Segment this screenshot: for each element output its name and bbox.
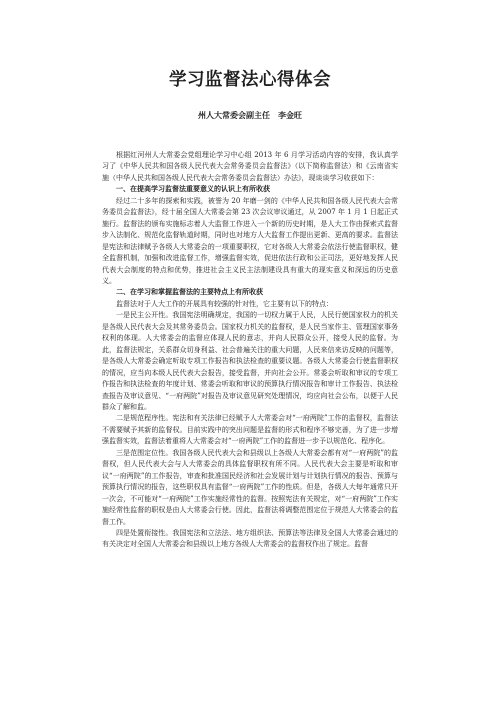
section-heading-2: 二、在学习和掌握监督法的主要特点上有所收获 [116, 288, 263, 297]
section-2-paragraph-4: 三是范围定位性。我国各级人民代表大会和县级以上各级人大常委会都有对“一府两院”的监督权，但人民代表大会与人大常委会的具体监督职权有所不同。人民代表大会主要是听取和审议“一府两院”的工作报告，审查和批准国民经济和社会发展计划与计划执行情况的报告、预算与预算执行情况的报告，这些职权具有监督“一府两院”工作的性质。但是，各级人大每年通常只开一次会，不可能对“一府两院”工作实施经常性的监督。按照宪法有关规定，对“一府两院”工作实施经常性监督的职权是由人大常委会行使。因此，监督法将调整范围定位于规范人大常委会的监督工作。 [102, 448, 398, 526]
section-2-paragraph-5: 四是处置衔接性。我国宪法和立法法、地方组织法、预算法等法律及全国人大常委会通过的有关决定对全国人大常委会和县级以上地方各级人大常委会的监督权作出了规定。监督 [102, 528, 398, 549]
section-2-paragraph-2: 一是民主公开性。我国宪法明确规定，我国的一切权力属于人民，人民行使国家权力的机关是各级人民代表大会及其常务委员会。国家权力机关的监督权，是人民当家作主、管理国家事务权利的体现。人大常委会的监督应体现人民的意志，并向人民群众公开，接受人民的监督。为此，监督法规定，关系群众切身利益、社会普遍关注的重大问题，人民来信来访反映的问题等，是各级人大常委会确定听取专项工作报告和执法检查的重要议题。各级人大常委会行使监督职权的情况，应当向本级人民代表大会报告，接受监督，并向社会公开。常委会听取和审议的专项工作报告和执法检查的年度计划、常委会听取和审议的预算执行情况报告和审计工作报告、执法检查报告及审议意见、“一府两院”对报告及审议意见研究处理情况，均应向社会公布，以便于人民群众了解和监。 [102, 311, 398, 411]
section-heading-1: 一、在提高学习监督法重要意义的认识上有所收获 [116, 185, 270, 194]
author-byline: 州人大常委会副主任 李金旺 [198, 111, 302, 120]
document-body [102, 150, 398, 551]
section-1-paragraph-1: 经过二十多年的探索和实践，被誉为 20 年磨一剑的《中华人民共和国各级人民代表大会常务委员会监督法》，经十届全国人大常委会第 23 次会议审议通过，从 2007 年 1 月 1 日起正式施行。监督法的颁布实施标志着人大监督工作进入一个新的历史时期，是人大工作由探索式监督步入法制化、规范化监督轨道时期，同时也对地方人大监督工作提出更新、更高的要求。监督法是宪法和法律赋予各级人大常委会的一项重要职权，它对各级人大常委会依法行使监督职权，健全监督机制，加强和改进监督工作，增强监督实效，促进依法行政和公正司法，更好地发挥人民代表大会制度的特点和优势，推进社会主义民主法制建设具有重大的现实意义和深远的历史意义。 [102, 196, 398, 285]
document-title: 学习监督法心得体会 [169, 70, 331, 90]
section-2-paragraph-1: 监督法对于人大工作的开展具有较强的针对性，它主要有以下的特点： [116, 299, 333, 308]
section-2-paragraph-3: 二是规范程序性。宪法和有关法律已经赋予人大常委会对“一府两院”工作的监督权，监督法不需要赋予其新的监督权。目前实践中的突出问题是监督的形式和程序不够完善，为了进一步增强监督实效，监督法着重将人大常委会对“一府两院”工作的监督进一步予以规范化、程序化。 [102, 414, 398, 446]
intro-paragraph: 根据红河州人大常委会党组理论学习中心组 2013 年 6 月学习活动内容的安排，我认真学习了《中华人民共和国各级人民代表大会常务委员会监督法》（以下简称监督法）和《云南省实施（中华人民共和国各级人民代表大会常务委员会监督法）办法》，现谈谈学习收获如下： [102, 151, 398, 182]
